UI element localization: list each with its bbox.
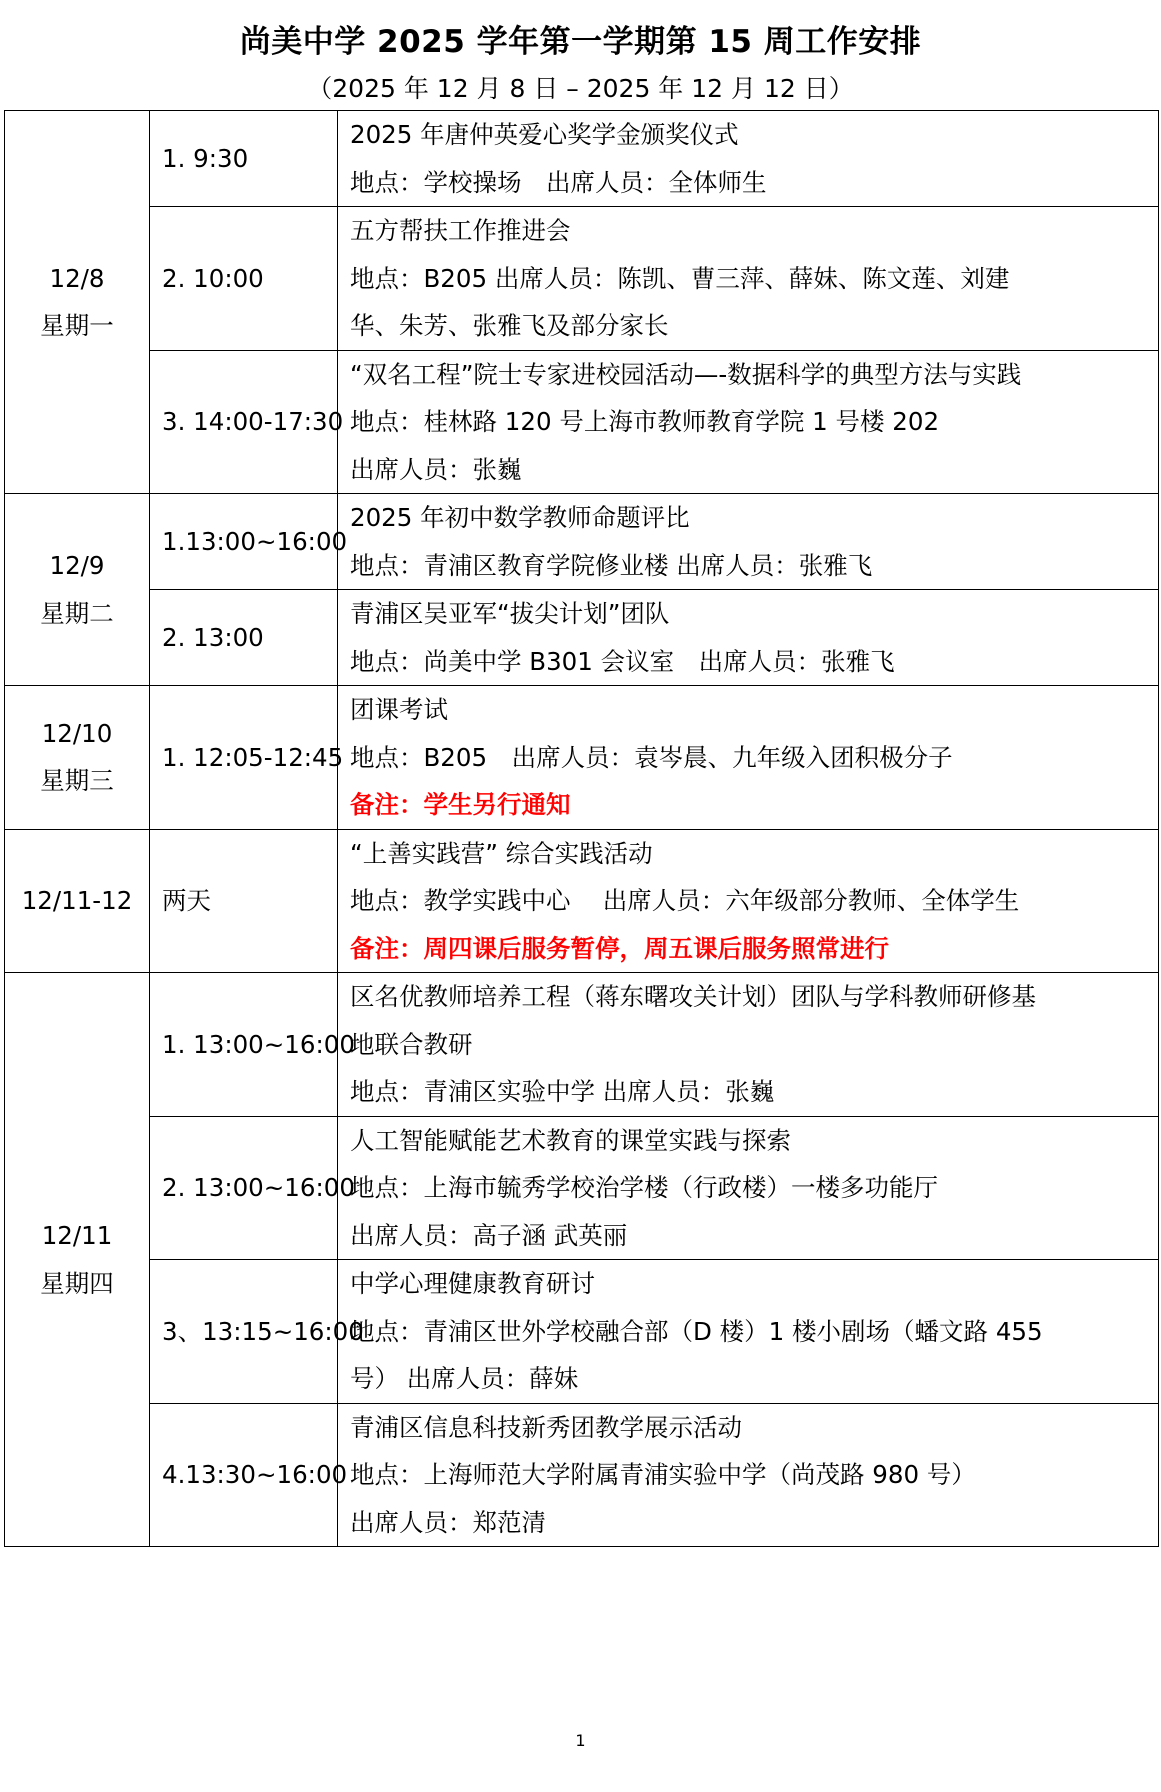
- table-row: [5, 973, 1159, 1117]
- table-row: [5, 1403, 1159, 1547]
- date-range-subtitle: （2025 年 12 月 8 日 – 2025 年 12 月 12 日）: [307, 74, 854, 103]
- table-row: [5, 350, 1159, 494]
- event-detail: 地点：教学实践中心 出席人员：六年级部分教师、全体学生: [350, 886, 1020, 915]
- weekday-label: 星期四: [40, 1268, 114, 1298]
- table-row: [5, 111, 1159, 207]
- event-detail: 出席人员：郑范清: [350, 1507, 546, 1537]
- date-cell: [5, 973, 150, 1547]
- date-cell: [5, 494, 150, 686]
- event-title: 中学心理健康教育研讨: [350, 1269, 595, 1298]
- date-cell: [5, 686, 150, 830]
- date-label: 12/10: [41, 718, 113, 748]
- date-label: 12/11: [41, 1221, 113, 1250]
- table-row: [5, 1260, 1159, 1404]
- event-title: 团课考试: [350, 695, 448, 724]
- event-detail: 地点：上海师范大学附属青浦实验中学（尚茂路 980 号）: [350, 1460, 976, 1489]
- event-detail: 号） 出席人员：薛妹: [350, 1364, 579, 1393]
- date-cell: [5, 829, 150, 973]
- event-title: 人工智能赋能艺术教育的课堂实践与探索: [350, 1125, 791, 1155]
- event-detail: 出席人员：高子涵 武英丽: [350, 1220, 628, 1250]
- event-detail: 地点：上海市毓秀学校治学楼（行政楼）一楼多功能厅: [350, 1173, 938, 1202]
- event-title: 2025 年唐仲英爱心奖学金颁奖仪式: [350, 120, 739, 149]
- event-title: 青浦区信息科技新秀团教学展示活动: [350, 1412, 742, 1442]
- time-cell: 1. 12:05-12:45: [150, 686, 338, 830]
- event-title: “双名工程”院士专家进校园活动—-数据科学的典型方法与实践: [350, 359, 1022, 389]
- table-row: [5, 686, 1159, 830]
- schedule-table: [4, 110, 1159, 1547]
- event-detail: 地点：桂林路 120 号上海市教师教育学院 1 号楼 202: [350, 407, 940, 436]
- time-cell: 2. 13:00: [150, 590, 338, 686]
- event-title: “上善实践营” 综合实践活动: [350, 838, 653, 868]
- event-detail: 地点：尚美中学 B301 会议室 出席人员：张雅飞: [350, 646, 895, 676]
- time-cell: 4.13:30~16:00: [150, 1403, 338, 1547]
- time-cell: 1. 13:00~16:00: [150, 973, 338, 1117]
- event-detail: 地点：B205 出席人员：袁岑晨、九年级入团积极分子: [350, 742, 953, 772]
- time-cell: 1.13:00~16:00: [150, 494, 338, 590]
- table-row: [5, 590, 1159, 686]
- event-cell: [338, 1260, 1159, 1404]
- table-row: [5, 829, 1159, 973]
- event-detail: 地点：B205 出席人员：陈凯、曹三萍、薛妹、陈文莲、刘建: [350, 263, 1010, 293]
- time-cell: 2. 10:00: [150, 207, 338, 351]
- date-label: 12/11-12: [21, 886, 133, 915]
- event-note: 备注：周四课后服务暂停，周五课后服务照常进行: [350, 933, 889, 963]
- event-note: 备注：学生另行通知: [350, 790, 571, 819]
- time-cell: 3、13:15~16:00: [150, 1260, 338, 1404]
- event-cell: [338, 1403, 1159, 1547]
- event-cell: [338, 207, 1159, 351]
- event-detail: 地点：青浦区教育学院修业楼 出席人员：张雅飞: [350, 550, 873, 580]
- time-cell: 1. 9:30: [150, 111, 338, 207]
- event-detail: 地点：青浦区实验中学 出席人员：张巍: [350, 1077, 775, 1106]
- event-cell: [338, 494, 1159, 590]
- table-row: [5, 1116, 1159, 1260]
- weekday-label: 星期三: [40, 766, 114, 796]
- weekday-label: 星期一: [40, 311, 114, 340]
- event-detail: 地点：青浦区世外学校融合部（D 楼）1 楼小剧场（蟠文路 455: [350, 1316, 1043, 1346]
- weekday-label: 星期二: [40, 598, 114, 628]
- event-cell: [338, 1116, 1159, 1260]
- event-cell: [338, 686, 1159, 830]
- event-cell: [338, 590, 1159, 686]
- event-title: 2025 年初中数学教师命题评比: [350, 503, 690, 532]
- event-detail: 地联合教研: [350, 1029, 473, 1059]
- document-title: 尚美中学 2025 学年第一学期第 15 周工作安排: [239, 24, 922, 60]
- event-title: 青浦区吴亚军“拔尖计划”团队: [350, 599, 670, 628]
- event-cell: [338, 829, 1159, 973]
- event-title: 区名优教师培养工程（蒋东曙攻关计划）团队与学科教师研修基: [350, 982, 1036, 1011]
- event-detail: 出席人员：张巍: [350, 454, 522, 484]
- event-detail: 地点：学校操场 出席人员：全体师生: [350, 167, 767, 197]
- date-label: 12/9: [49, 551, 105, 580]
- date-cell: [5, 111, 150, 494]
- time-cell: 2. 13:00~16:00: [150, 1116, 338, 1260]
- time-cell: 3. 14:00-17:30: [150, 350, 338, 494]
- event-cell: [338, 973, 1159, 1117]
- event-cell: [338, 350, 1159, 494]
- event-detail: 华、朱芳、张雅飞及部分家长: [350, 311, 669, 340]
- event-cell: [338, 111, 1159, 207]
- table-row: [5, 207, 1159, 351]
- table-row: [5, 494, 1159, 590]
- page-number: 1: [575, 1731, 586, 1750]
- event-title: 五方帮扶工作推进会: [350, 216, 571, 245]
- date-label: 12/8: [49, 263, 105, 293]
- time-cell: 两天: [150, 829, 338, 973]
